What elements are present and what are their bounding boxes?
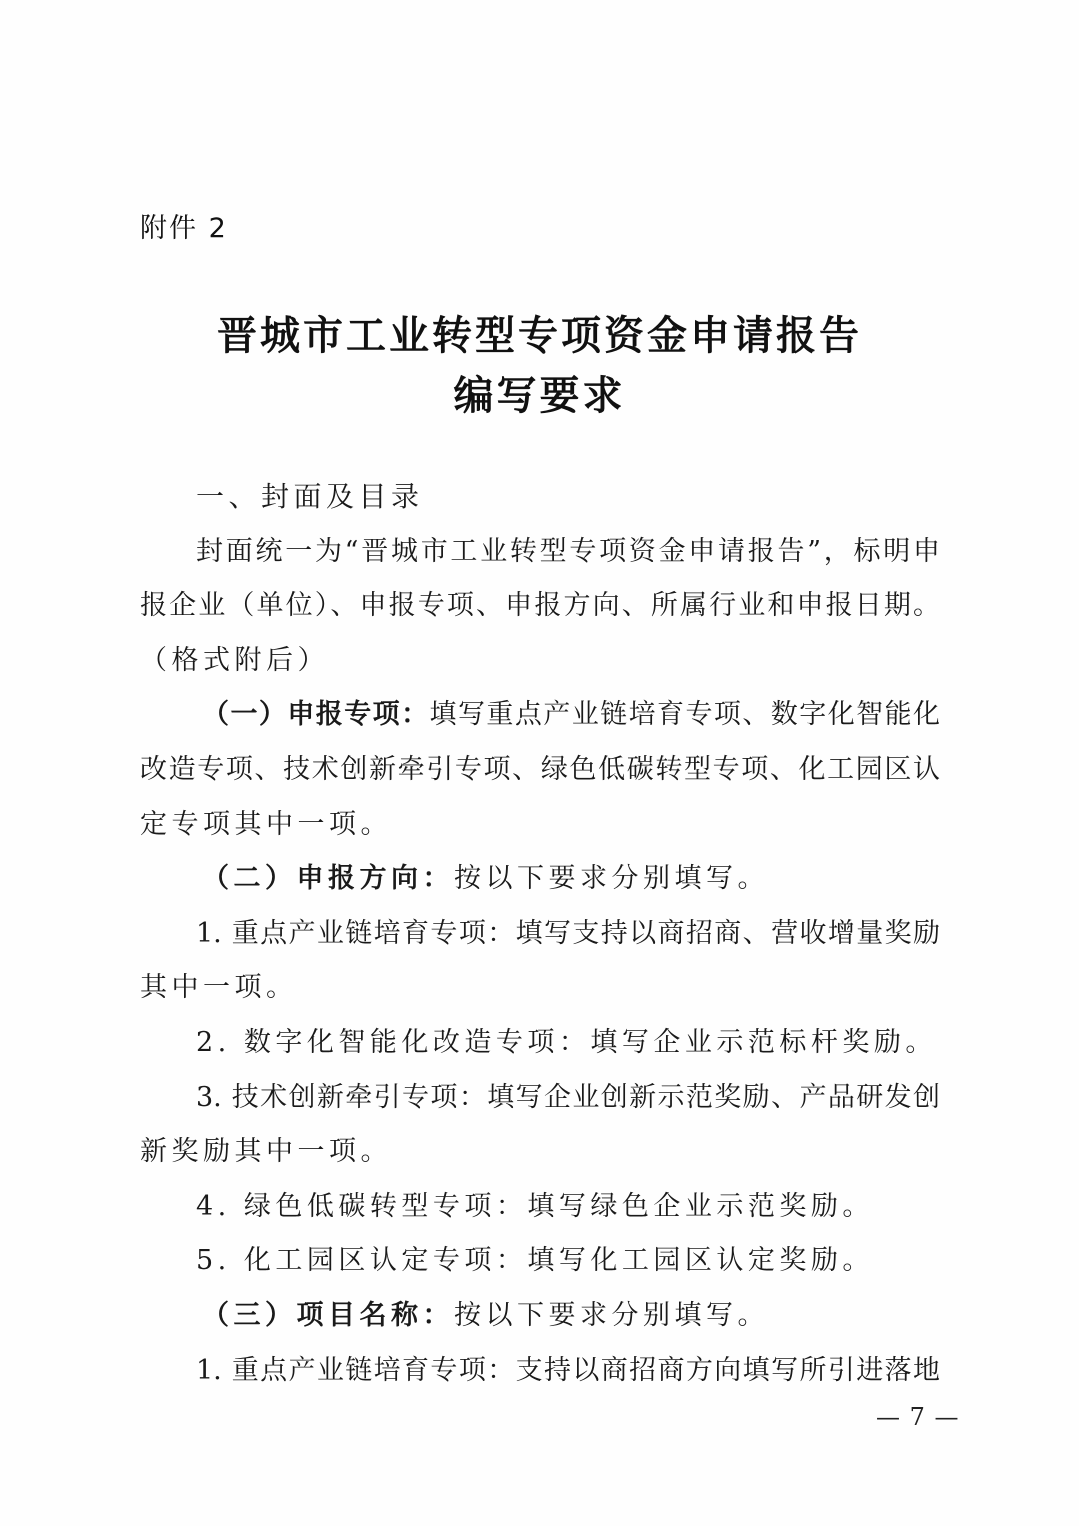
paragraph-line xyxy=(140,688,940,743)
subsection-label: （三）项目名称： xyxy=(202,1299,454,1331)
paragraph-line: 定专项其中一项。 xyxy=(140,808,392,840)
subsection-label: （二）申报方向： xyxy=(202,863,454,895)
paragraph-line: 改造专项、技术创新牵引专项、绿色低碳转型专项、化工园区认 xyxy=(140,753,940,785)
attachment-label: 附件 2 xyxy=(140,213,228,244)
paragraph-line: 封面统一为“晋城市工业转型专项资金申请报告”，标明申 xyxy=(196,535,940,567)
section-heading: 一、封面及目录 xyxy=(196,480,424,513)
subsection-text: 按以下要求分别填写。 xyxy=(454,863,769,895)
document-body xyxy=(140,470,940,1398)
list-item: 1. 重点产业链培育专项：填写支持以商招商、营收增量奖励 xyxy=(196,917,940,949)
subsection-label: （一）申报专项： xyxy=(202,699,430,731)
paragraph-line: 报企业（单位）、申报专项、申报方向、所属行业和申报日期。 xyxy=(140,590,940,622)
list-item: 5. 化工园区认定专项：填写化工园区认定奖励。 xyxy=(196,1245,874,1277)
page-number: — 7 — xyxy=(876,1403,960,1431)
paragraph-line: （格式附后） xyxy=(140,644,329,676)
document-title: 晋城市工业转型专项资金申请报告 xyxy=(217,312,862,359)
list-item: 4. 绿色低碳转型专项：填写绿色企业示范奖励。 xyxy=(196,1190,874,1222)
paragraph-line xyxy=(140,852,940,907)
paragraph-line xyxy=(140,1289,940,1344)
list-item-continuation: 新奖励其中一项。 xyxy=(140,1136,392,1168)
list-item-continuation: 其中一项。 xyxy=(140,972,298,1004)
subsection-text: 填写重点产业链培育专项、数字化智能化 xyxy=(429,699,941,731)
list-item: 3. 技术创新牵引专项：填写企业创新示范奖励、产品研发创 xyxy=(196,1081,940,1113)
subsection-text: 按以下要求分别填写。 xyxy=(454,1299,769,1331)
document-subtitle: 编写要求 xyxy=(453,372,626,419)
list-item: 2. 数字化智能化改造专项：填写企业示范标杆奖励。 xyxy=(196,1026,937,1058)
list-item: 1. 重点产业链培育专项：支持以商招商方向填写所引进落地 xyxy=(196,1354,940,1386)
